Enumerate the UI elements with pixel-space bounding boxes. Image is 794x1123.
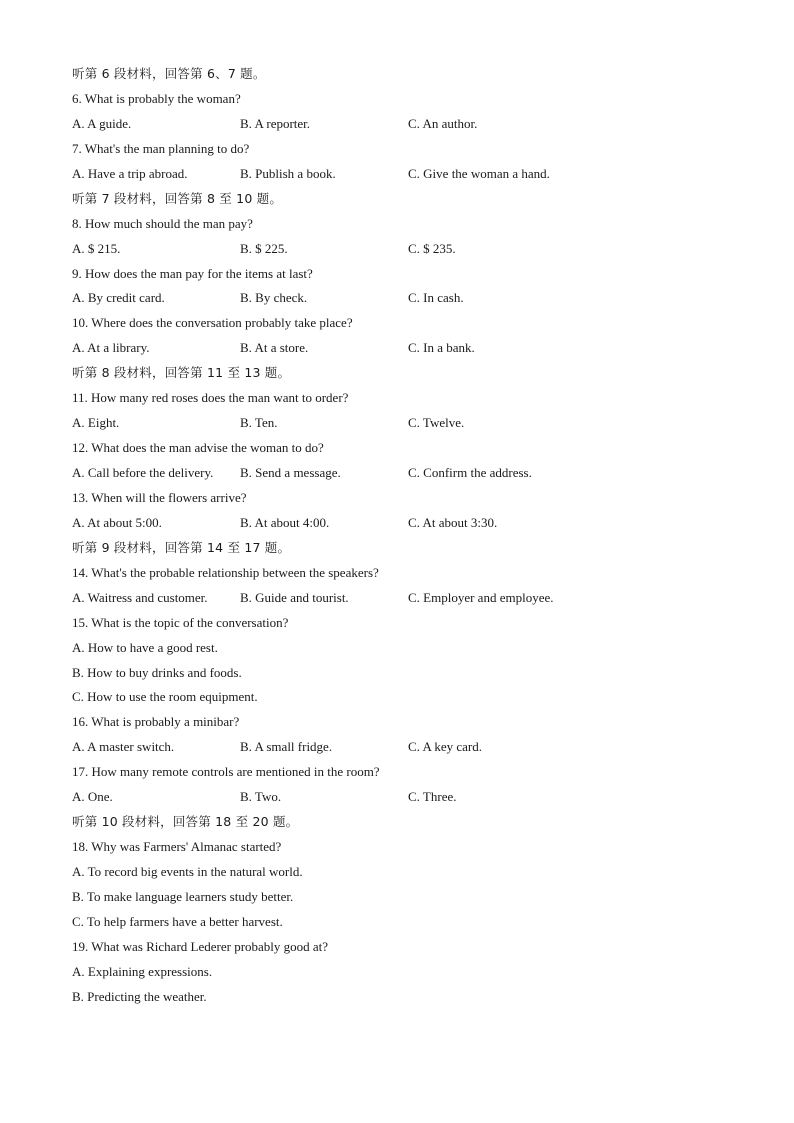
option-b: B. Two. — [240, 789, 282, 805]
options-row — [72, 735, 732, 760]
section-heading: 听第 10 段材料，回答第 18 至 20 题。 — [72, 814, 299, 830]
question-text: B. Predicting the weather. — [72, 988, 207, 1004]
option-b: B. Ten. — [240, 415, 278, 431]
options-row — [72, 785, 732, 810]
option-c: C. At about 3:30. — [408, 514, 498, 530]
options-row — [72, 461, 732, 486]
option-a: A. One. — [72, 789, 113, 805]
option-a: A. Eight. — [72, 415, 120, 431]
option-c: C. Twelve. — [408, 415, 465, 431]
option-a: A. At about 5:00. — [72, 514, 162, 530]
section-heading: 听第 9 段材料，回答第 14 至 17 题。 — [72, 539, 291, 555]
options-row — [72, 162, 732, 187]
option-b: B. Send a message. — [240, 465, 341, 480]
option-a: A. A guide. — [72, 115, 132, 131]
question-text: 8. How much should the man pay? — [72, 215, 253, 231]
question-text: 16. What is probably a minibar? — [72, 714, 240, 730]
question-text: 13. When will the flowers arrive? — [72, 489, 247, 505]
section-heading: 听第 8 段材料，回答第 11 至 13 题。 — [72, 365, 291, 381]
question-text: C. How to use the room equipment. — [72, 689, 258, 705]
question-text: 6. What is probably the woman? — [72, 90, 241, 106]
question-text: 19. What was Richard Lederer probably good at? — [72, 938, 329, 954]
question-text: B. How to buy drinks and foods. — [72, 664, 242, 680]
options-row — [72, 112, 732, 137]
option-a: A. A master switch. — [72, 739, 175, 755]
option-c: C. $ 235. — [408, 240, 456, 256]
question-text: B. To make language learners study better. — [72, 888, 294, 904]
question-text: A. To record big events in the natural world. — [72, 864, 303, 879]
option-c: C. An author. — [408, 115, 478, 131]
option-c: C. In cash. — [408, 290, 464, 306]
question-text: 9. How does the man pay for the items at last? — [72, 265, 313, 281]
section-heading: 听第 7 段材料，回答第 8 至 10 题。 — [72, 190, 283, 206]
options-row — [72, 586, 732, 611]
options-row — [72, 511, 732, 536]
option-c: C. In a bank. — [408, 340, 475, 356]
option-b: B. A small fridge. — [240, 739, 333, 755]
option-c: C. Employer and employee. — [408, 589, 554, 605]
option-b: B. At about 4:00. — [240, 514, 330, 530]
option-b: B. Guide and tourist. — [240, 589, 349, 605]
question-text: C. To help farmers have a better harvest. — [72, 913, 283, 929]
question-text: 18. Why was Farmers' Almanac started? — [72, 839, 282, 855]
option-b: B. By check. — [240, 290, 308, 306]
option-b: B. A reporter. — [240, 115, 311, 131]
question-text: 12. What does the man advise the woman to do? — [72, 440, 324, 456]
question-text: 15. What is the topic of the conversation? — [72, 614, 289, 630]
question-text: 10. Where does the conversation probably take place? — [72, 315, 353, 331]
section-heading: 听第 6 段材料，回答第 6、7 题。 — [72, 66, 266, 81]
option-b: B. $ 225. — [240, 240, 288, 256]
question-text: 11. How many red roses does the man want to order? — [72, 390, 349, 406]
question-text: A. How to have a good rest. — [72, 639, 218, 655]
option-c: C. Confirm the address. — [408, 465, 532, 480]
option-a: A. Have a trip abroad. — [72, 165, 188, 181]
option-a: A. By credit card. — [72, 290, 165, 306]
question-text: 14. What's the probable relationship between the speakers? — [72, 564, 379, 580]
option-a: A. At a library. — [72, 340, 150, 356]
option-c: C. Give the woman a hand. — [408, 165, 550, 181]
options-row — [72, 237, 732, 262]
exam-page — [72, 62, 732, 1010]
options-row — [72, 411, 732, 436]
question-text: A. Explaining expressions. — [72, 963, 213, 979]
option-c: C. A key card. — [408, 739, 483, 755]
option-a: A. Call before the delivery. — [72, 465, 214, 480]
options-row — [72, 286, 732, 311]
question-text: 17. How many remote controls are mentioned in the room? — [72, 764, 380, 780]
options-row — [72, 336, 732, 361]
option-c: C. Three. — [408, 789, 457, 805]
option-a: A. Waitress and customer. — [72, 589, 208, 605]
option-a: A. $ 215. — [72, 240, 121, 256]
option-b: B. Publish a book. — [240, 165, 336, 181]
question-text: 7. What's the man planning to do? — [72, 140, 250, 156]
option-b: B. At a store. — [240, 340, 309, 356]
